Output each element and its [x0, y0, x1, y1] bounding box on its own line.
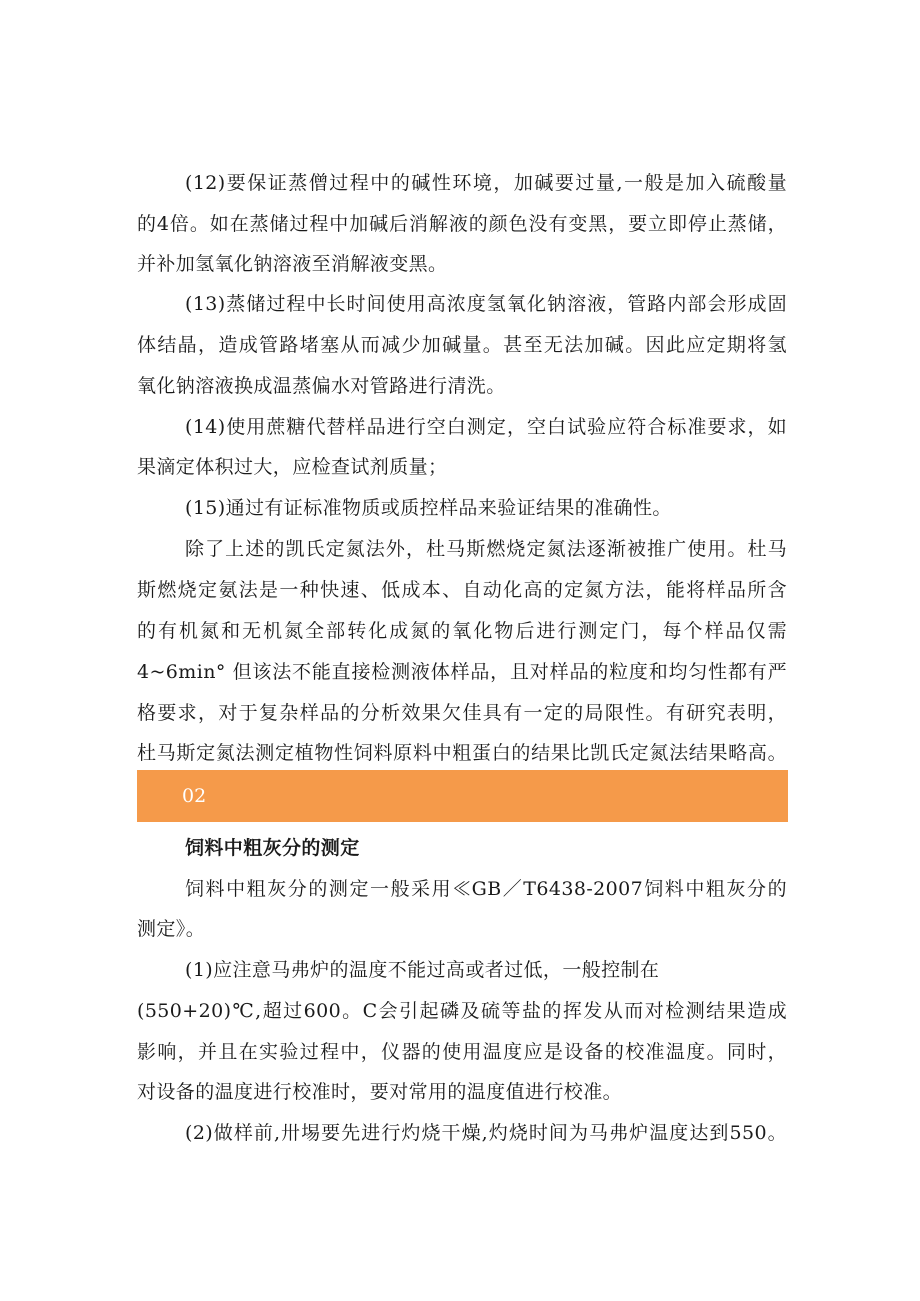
- paragraph-line: 的有机氮和无机氮全部转化成氮的氧化物后进行测定门，每个样品仅需: [137, 620, 787, 642]
- paragraph-line: (1)应注意马弗炉的温度不能过高或者过低，一般控制在: [185, 959, 660, 981]
- paragraph-line: 斯燃烧定氨法是一种快速、低成本、自动化高的定氮方法，能将样品所含: [137, 579, 787, 601]
- paragraph-line: 并补加氢氧化钠溶液至消解液变黑。: [137, 253, 448, 275]
- paragraph-line: 格要求，对于复杂样品的分析效果欠佳具有一定的局限性。有研究表明，: [137, 702, 787, 724]
- paragraph-line: (15)通过有证标准物质或质控样品来验证结果的准确性。: [185, 497, 672, 519]
- section-title: 饲料中粗灰分的测定: [185, 837, 360, 859]
- paragraph-line: (14)使用蔗糖代替样品进行空白测定，空白试验应符合标准要求，如: [185, 416, 787, 438]
- section-banner: [137, 770, 788, 822]
- paragraph-line: 的4倍。如在蒸储过程中加碱后消解液的颜色没有变黑，要立即停止蒸储，: [137, 213, 787, 235]
- paragraph-line: 对设备的温度进行校准时，要对常用的温度值进行校准。: [137, 1081, 623, 1103]
- paragraph-line: (550+20)℃,超过600。C会引起磷及硫等盐的挥发从而对检测结果造成: [137, 1000, 787, 1022]
- paragraph-line: 氧化钠溶液换成温蒸偏水对管路进行清洗。: [137, 375, 506, 397]
- paragraph-line: 4~6min° 但该法不能直接检测液体样品，且对样品的粒度和均匀性都有严: [137, 661, 787, 683]
- paragraph-line: (12)要保证蒸僧过程中的碱性环境，加碱要过量,一般是加入硫酸量: [185, 172, 787, 194]
- paragraph-line: 影响，并且在实验过程中，仪器的使用温度应是设备的校准温度。同时，: [137, 1041, 787, 1063]
- paragraph-line: 果滴定体积过大，应检查试剂质量；: [137, 456, 448, 478]
- paragraph-line: (13)蒸储过程中长时间使用高浓度氢氧化钠溶液，管路内部会形成固: [185, 293, 787, 315]
- paragraph-line: 杜马斯定氮法测定植物性饲料原料中粗蛋白的结果比凯氏定氮法结果略高。: [137, 742, 787, 764]
- paragraph-line: 饲料中粗灰分的测定一般采用≪GB／T6438-2007饲料中粗灰分的: [185, 878, 787, 900]
- paragraph-line: 除了上述的凯氏定氮法外，杜马斯燃烧定氮法逐渐被推广使用。杜马: [185, 538, 787, 560]
- paragraph-line: (2)做样前,卅埸要先进行灼烧干燥,灼烧时间为马弗炉温度达到550。: [185, 1122, 787, 1144]
- section-number: 02: [182, 785, 207, 807]
- paragraph-line: 体结晶，造成管路堵塞从而减少加碱量。甚至无法加碱。因此应定期将氢: [137, 334, 787, 356]
- paragraph-line: 测定》。: [137, 918, 206, 940]
